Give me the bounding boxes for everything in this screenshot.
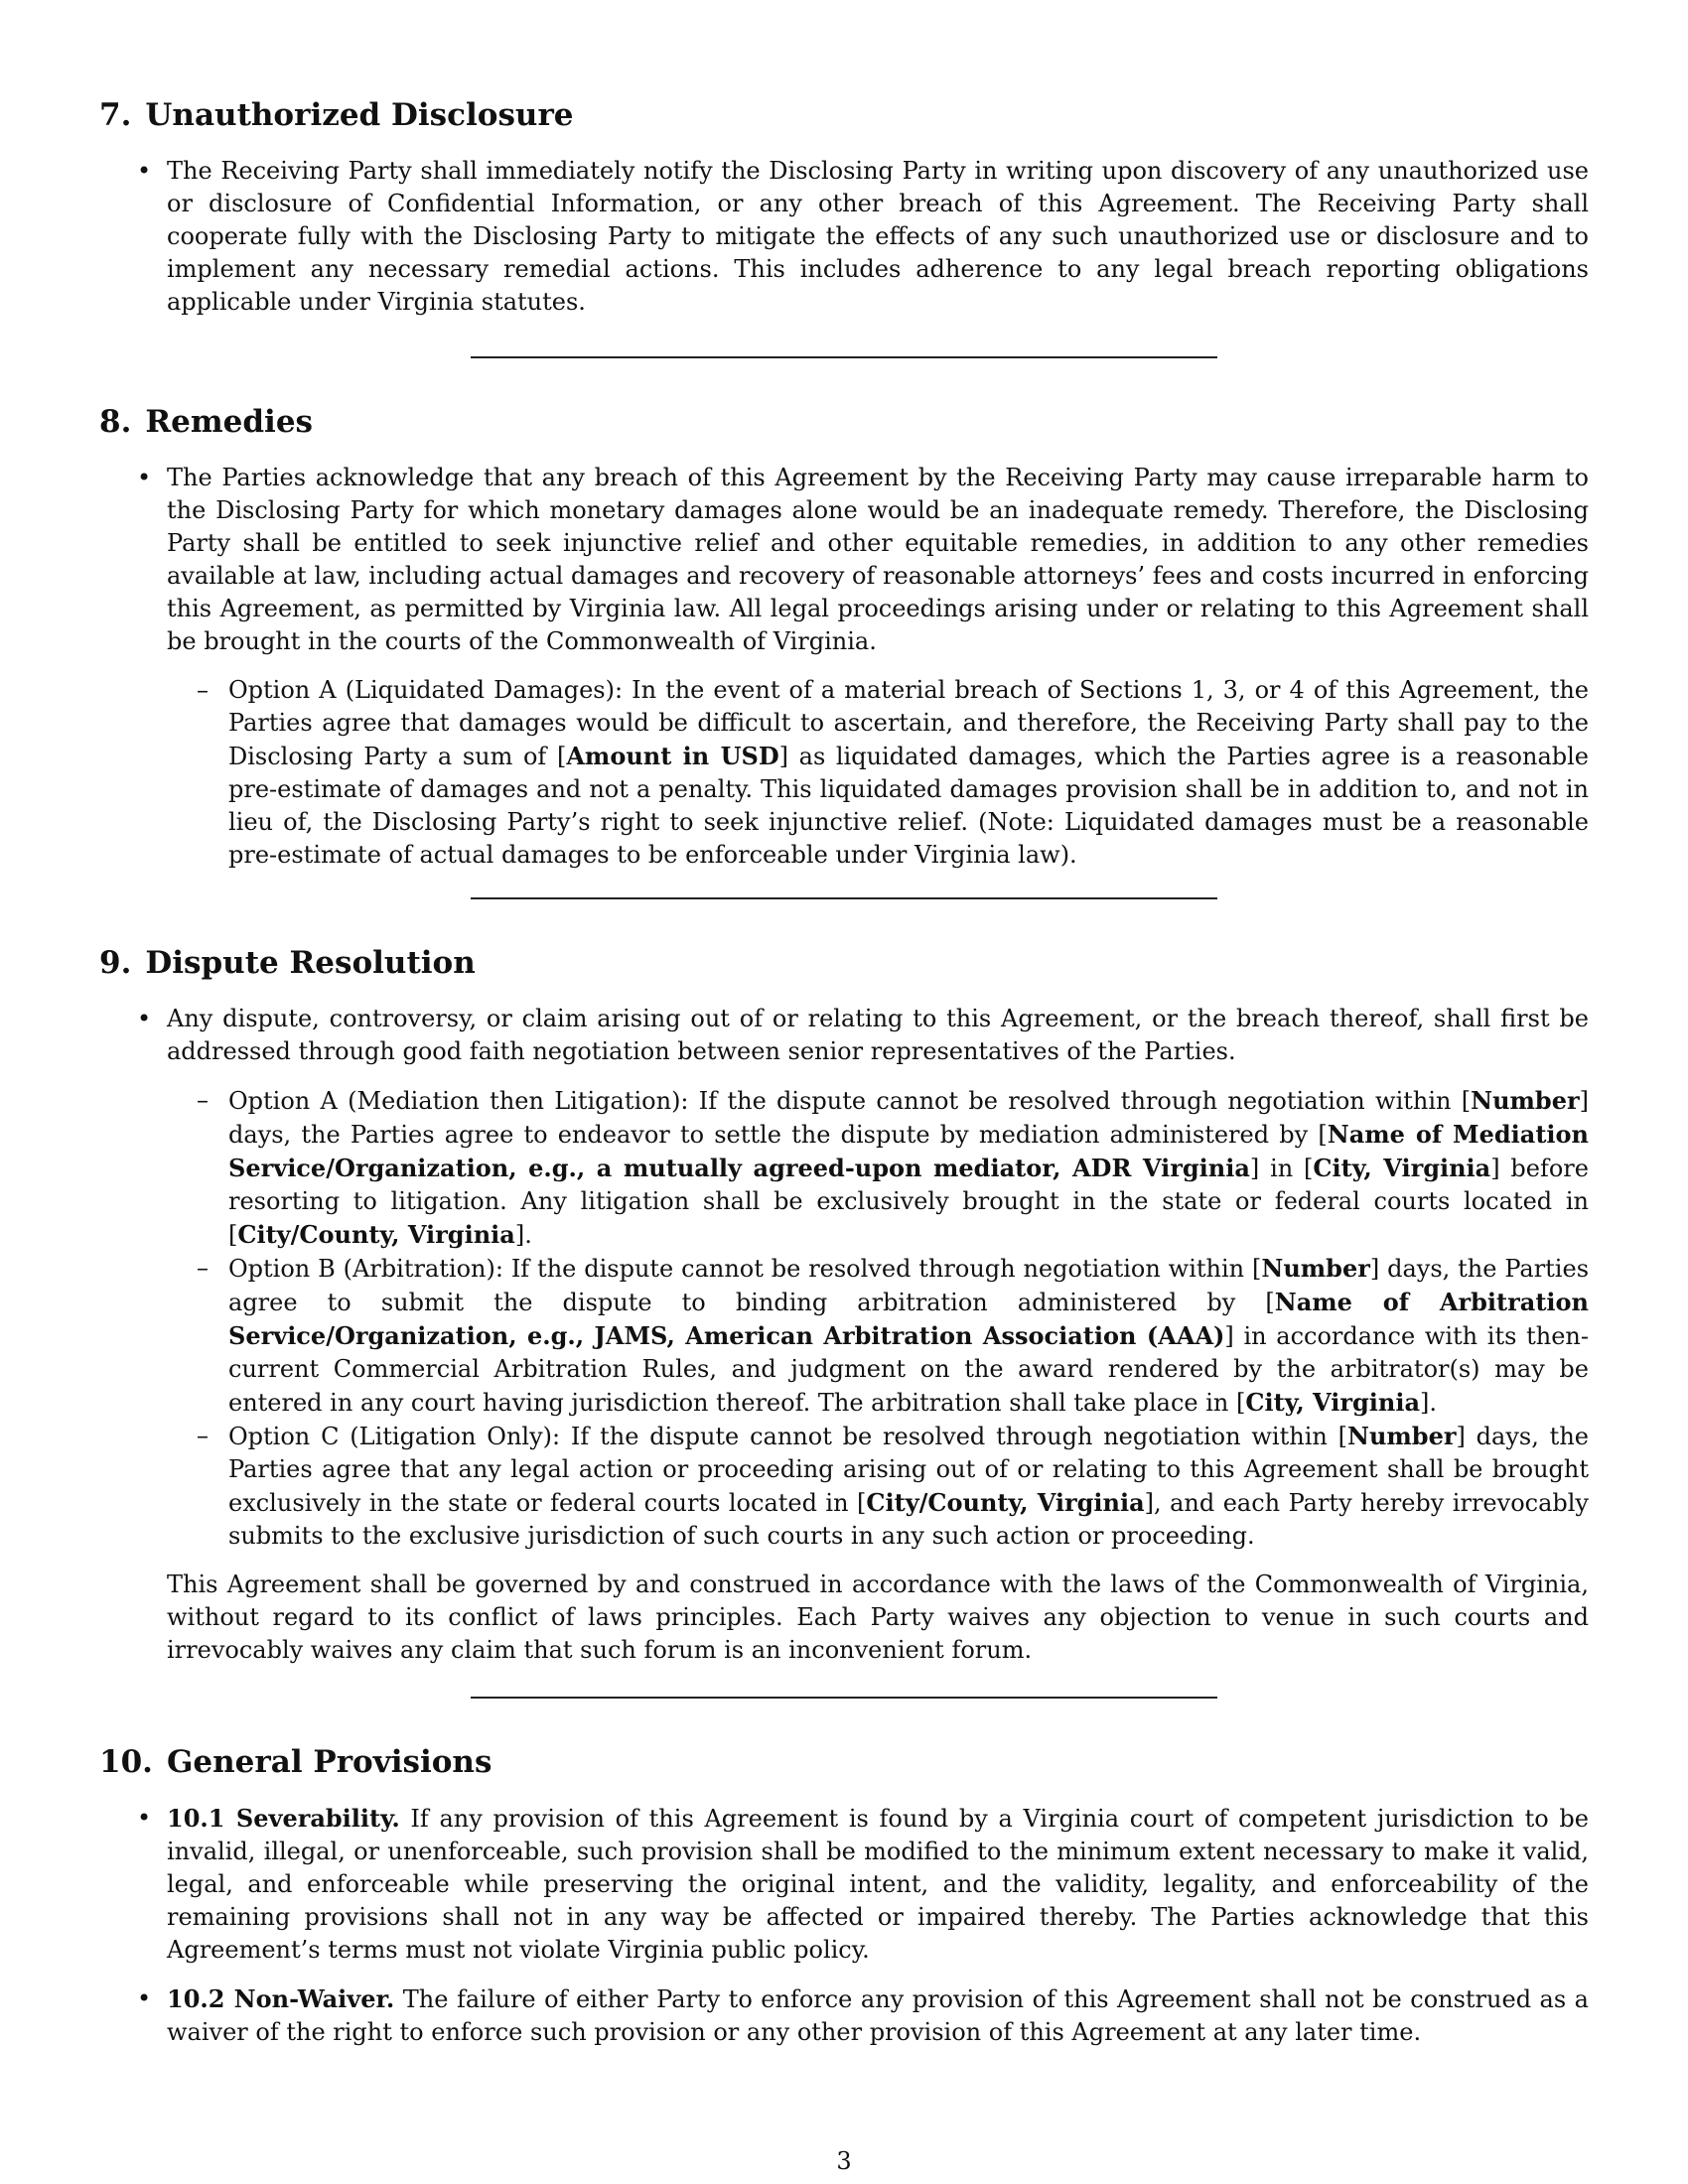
dash-icon: –: [197, 1086, 209, 1114]
closing-block: [99, 1569, 1589, 1667]
text-run: ] before resorting to litigation. Any litigation shall be exclusively brought in the state or federal courts located in [: [228, 1155, 1589, 1249]
placeholder-field: City, Virginia: [1313, 1154, 1491, 1182]
bullet-icon: •: [137, 157, 152, 185]
provision-label: 10.1 Severability.: [167, 1804, 400, 1833]
option-paragraph: [228, 1420, 1589, 1553]
text-run: ] days, the Parties agree to submit the dispute to binding arbitration administered by [: [228, 1255, 1590, 1316]
section-number: 7.: [99, 97, 132, 133]
bullet-list: [99, 462, 1589, 658]
option-paragraph: [228, 1252, 1589, 1420]
section-heading: [99, 95, 1589, 135]
dash-icon: –: [197, 1254, 209, 1282]
paragraph: The Parties acknowledge that any breach of this Agreement by the Receiving Party may cause irreparable harm to the Disclosing Party for which monetary damages alone would be an inadequate remedy. Therefore, the Disclosing Party shall be entitled to seek injunctive relief and other equitable remedies, in addition to any other remedies available at law, including actual damages and recovery of reasonable attorneys’ fees and costs incurred in enforcing this Agreement, as permitted by Virginia law. All legal proceedings arising under or relating to this Agreement shall be brought in the courts of the Commonwealth of Virginia.: [167, 464, 1589, 655]
provision-label: 10.2 Non-Waiver.: [167, 1984, 395, 2013]
option-item: [99, 1252, 1589, 1420]
text-run: ].: [514, 1221, 532, 1249]
list-item: [99, 1003, 1589, 1068]
section-10: [99, 1742, 1589, 2049]
paragraph: [167, 1802, 1589, 1967]
section-heading: [99, 402, 1589, 442]
text-run: Option A (Mediation then Litigation): If the dispute cannot be resolved through negotiation within [: [228, 1087, 1472, 1115]
placeholder-field: City/County, Virginia: [866, 1488, 1145, 1517]
text-run: ].: [1420, 1389, 1438, 1417]
section-number: 9.: [99, 945, 132, 981]
section-number: 10.: [99, 1744, 153, 1780]
section-title: Dispute Resolution: [145, 945, 476, 981]
bullet-icon: •: [137, 1005, 152, 1032]
option-list: [99, 674, 1589, 872]
list-item: [99, 462, 1589, 658]
bullet-list: [99, 155, 1589, 319]
section-heading: [99, 1742, 1589, 1782]
bullet-list: [99, 1802, 1589, 2049]
option-item: [99, 674, 1589, 872]
placeholder-field: City/County, Virginia: [237, 1220, 515, 1249]
text-run: If any provision of this Agreement is found by a Virginia court of competent jurisdiction to be invalid, illegal, or unenforceable, such provision shall be modified to the minimum extent necessary to make it valid, legal, and enforceable while preserving the original intent, and the validity, legality, and enforceability of the remaining provisions shall not in any way be affected or impaired thereby. The Parties acknowledge that this Agreement’s terms must not violate Virginia public policy.: [167, 1805, 1589, 1964]
text-run: ] days, the Parties agree that any legal action or proceeding arising out of or relating to this Agreement shall be brought exclusively in the state or federal courts located in [: [228, 1423, 1589, 1517]
text-run: ], and each Party hereby irrevocably submits to the exclusive jurisdiction of such courts in any such action or proceeding.: [228, 1489, 1589, 1550]
dash-icon: –: [197, 676, 209, 704]
text-run: ] as liquidated damages, which the Parties agree is a reasonable pre-estimate of damages and not a penalty. This liquidated damages provision shall be in addition to, and not in lieu of, the Disclosing Party’s right to seek injunctive relief. (Note: Liquidated damages must be a reasonable pre-estimate of actual damages to be enforceable under Virginia law).: [228, 743, 1590, 869]
bullet-list: [99, 1003, 1589, 1068]
option-paragraph: [228, 1084, 1589, 1252]
page-number: 3: [836, 2147, 852, 2175]
list-item: [99, 1802, 1589, 1967]
bullet-icon: •: [137, 464, 152, 491]
section-title: General Provisions: [166, 1744, 492, 1780]
paragraph: The Receiving Party shall immediately notify the Disclosing Party in writing upon discovery of any unauthorized use or disclosure of Confidential Information, or any other breach of this Agreement. The Receiving Party shall cooperate fully with the Disclosing Party to mitigate the effects of any such unauthorized use or disclosure and to implement any necessary remedial actions. This includes adherence to any legal breach reporting obligations applicable under Virginia statutes.: [167, 157, 1589, 316]
text-run: Option A (Liquidated Damages): In the event of a material breach of Sections 1, 3, or 4 of this Agreement, the Parties agree that damages would be difficult to ascertain, and therefore, the Receiving Party shall pay to the Disclosing Party a sum of [: [228, 676, 1589, 770]
text-run: ] in [: [1249, 1155, 1314, 1182]
paragraph: This Agreement shall be governed by and construed in accordance with the laws of the Commonwealth of Virginia, without regard to its conflict of laws principles. Each Party waives any objection to venue in such courts and irrevocably waives any claim that such forum is an inconvenient forum.: [167, 1570, 1589, 1664]
placeholder-field: City, Virginia: [1245, 1388, 1421, 1417]
section-7: [99, 95, 1589, 319]
placeholder-field: Number: [1347, 1422, 1457, 1450]
text-run: Option B (Arbitration): If the dispute cannot be resolved through negotiation within [: [228, 1255, 1262, 1283]
placeholder-field: Name of Mediation Service/Organization, e.g., a mutually agreed-upon mediator, ADR Virginia: [228, 1120, 1590, 1182]
bullet-icon: •: [137, 1984, 152, 2012]
placeholder-field: Number: [1471, 1086, 1580, 1115]
document-page: [99, 95, 1589, 2049]
placeholder-field: Name of Arbitration Service/Organization, e.g., JAMS, American Arbitration Association (AAA): [228, 1288, 1589, 1350]
paragraph: [167, 1982, 1589, 2049]
section-8: [99, 402, 1589, 872]
list-item: [99, 1982, 1589, 2049]
placeholder-field: Amount in USD: [566, 742, 779, 770]
text-run: The failure of either Party to enforce any provision of this Agreement shall not be construed as a waiver of the right to enforce such provision or any other provision of this Agreement at any later time.: [167, 1985, 1589, 2046]
list-item: [99, 155, 1589, 319]
section-heading: [99, 943, 1589, 983]
text-run: Option C (Litigation Only): If the dispute cannot be resolved through negotiation within [: [228, 1423, 1348, 1450]
text-run: ] in accordance with its then-current Commercial Arbitration Rules, and judgment on the award rendered by the arbitrator(s) may be entered in any court having jurisdiction thereof. The arbitration shall take place in [: [228, 1322, 1589, 1417]
option-item: [99, 1084, 1589, 1252]
paragraph: Any dispute, controversy, or claim arising out of or relating to this Agreement, or the breach thereof, shall first be addressed through good faith negotiation between senior representatives of the Parties.: [167, 1005, 1589, 1065]
dash-icon: –: [197, 1422, 209, 1449]
bullet-icon: •: [137, 1804, 152, 1832]
placeholder-field: Number: [1261, 1254, 1370, 1283]
section-9: [99, 943, 1589, 1667]
option-paragraph: [228, 674, 1589, 872]
option-item: [99, 1420, 1589, 1553]
option-list: [99, 1084, 1589, 1553]
text-run: ] days, the Parties agree to endeavor to settle the dispute by mediation administered by [: [228, 1087, 1589, 1149]
section-title: Unauthorized Disclosure: [145, 97, 574, 133]
section-title: Remedies: [145, 404, 314, 440]
section-number: 8.: [99, 404, 132, 440]
